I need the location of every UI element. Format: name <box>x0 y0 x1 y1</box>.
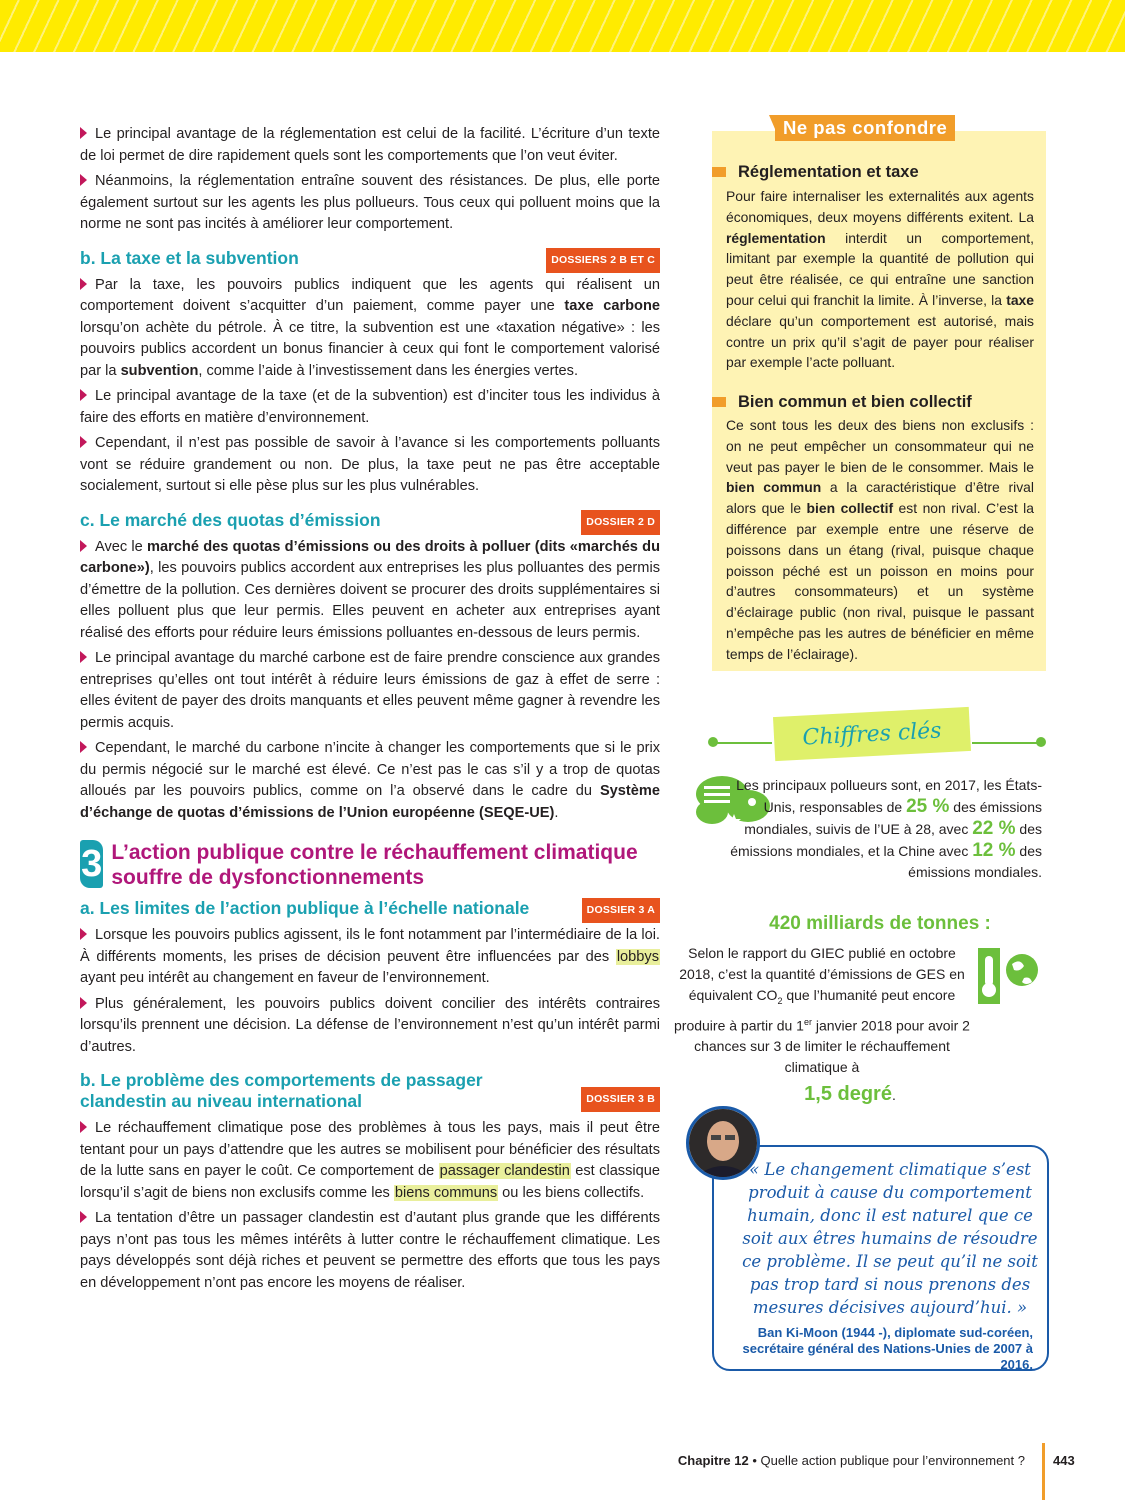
glossary-term[interactable]: biens communs <box>394 1184 498 1201</box>
paragraph: Cependant, le marché du carbone n’incite à changer les comportements que si le prix du permis négocié sur le marché est élevé. Ce n’est pas le cas s’il y a trop de quotas alloués par les pouvoirs publics, comme on l’a observé dans le cadre du Système d’échange de quotas d’émissions de l’Union européenne (SEQE-UE). <box>80 740 660 821</box>
box-heading: Réglementation et taxe <box>712 163 919 182</box>
paragraph: Le principal avantage de la réglementation est celui de la facilité. L’écriture d’un texte de loi permet de dire rapidement quels sont les comportements que l’on veut éviter. <box>80 126 660 164</box>
divider-dot <box>708 737 718 747</box>
quote-author: Ban Ki-Moon (1944 -), diplomate sud-coréen, secrétaire général des Nations-Unies de 2007 à 2016. <box>742 1325 1033 1372</box>
bullet-triangle-icon <box>80 1211 87 1223</box>
bullet-triangle-icon <box>80 389 87 401</box>
glossary-term[interactable]: lobbys <box>616 948 659 965</box>
square-bullet-icon <box>712 167 726 177</box>
page-footer: Chapitre 12 • Quelle action publique pour l’environnement ? <box>677 1453 1025 1468</box>
dossier-tag: DOSSIER 2 D <box>581 510 660 535</box>
subsection-heading: c. Le marché des quotas d’émission DOSSIER 2 D <box>80 510 660 531</box>
paragraph: Le principal avantage de la taxe (et de la subvention) est d’inciter tous les individus à faire des efforts en matière d’environnement. <box>80 388 660 426</box>
glossary-term[interactable]: passager clandestin <box>439 1163 570 1179</box>
paragraph: La tentation d’être un passager clandestin est d’autant plus grande que les différents pays n’ont pas tous les mêmes intérêts à lutter contre le réchauffement climatique. Les pays développés sont déjà riches et peuvent se permettre des efforts que tous les pays en développement n’ont pas encore les moyens de réaliser. <box>80 1210 660 1291</box>
section-title: L’action publique contre le réchauffement climatique souffre de dysfonctionnements <box>111 841 638 889</box>
bullet-triangle-icon <box>80 741 87 753</box>
paragraph: Par la taxe, les pouvoirs publics indiquent que les agents qui réalisent un comportement doivent s’acquitter d’un paiement, comme payer une taxe carbone lorsqu’on achète du pétrole. À ce titre, la subvention est une «taxation négative» : les pouvoirs publics accordent un bonus financier à ceux qui font le comportement valorisé par la subvention, comme l’aide à l’investissement dans les énergies vertes. <box>80 276 660 379</box>
square-bullet-icon <box>712 397 726 407</box>
bullet-triangle-icon <box>80 174 87 186</box>
quote-text: « Le changement climatique s’est produit à cause du comportement humain, donc il est naturel que ce soit aux êtres humains de résoudre ce problème. Il se peut qu’il ne soit pas trop tard si nous prenons des mesures décisives aujourd’hui. » <box>742 1160 1038 1317</box>
box-text: Pour faire internaliser les externalités aux agents économiques, deux moyens différents exitent. La réglementation interdit un comportement, limitant par exemple la quantité de pollution qui peut être réalisée, ce qui entraîne une sanction pour celui qui franchit la limite. À l’inverse, la taxe déclare qu’un comportement est autorisé, mais contre un prix qu’il s’agit de payer pour réaliser par exemple l’acte polluant. <box>726 188 1034 371</box>
main-column <box>80 124 660 1298</box>
bullet-triangle-icon <box>80 127 87 139</box>
key-figure-highlight: 1,5 degré. <box>804 1083 896 1105</box>
bullet-triangle-icon <box>80 1121 87 1133</box>
dossier-tag: DOSSIERS 2 B ET C <box>546 248 660 273</box>
key-figure-heading: 420 milliards de tonnes : <box>769 913 991 934</box>
divider-line <box>712 742 772 744</box>
subsection-heading: b. Le problème des comportements de passager clandestin au niveau international DOSSIER 3 B <box>80 1070 660 1112</box>
paragraph: Le principal avantage du marché carbone est de faire prendre conscience aux grandes entreprises qu’elles ont tout intérêt à réduire leurs émissions de gaz à effet de serre : elles évitent de payer des droits manquants et elles peuvent même gagner à revendre les permis acquis. <box>80 650 660 731</box>
divider-line <box>972 742 1042 744</box>
bullet-triangle-icon <box>80 540 87 552</box>
page-number: 443 <box>1053 1453 1075 1468</box>
paragraph: Plus généralement, les pouvoirs publics doivent concilier des intérêts contraires lorsqu’ils prennent une décision. La défense de l’environnement n’est qu’un intérêt parmi d’autres. <box>80 995 660 1055</box>
bullet-triangle-icon <box>80 278 87 290</box>
key-figure-text: Les principaux pollueurs sont, en 2017, les États-Unis, responsables de 25 % des émissions mondiales, suivis de l’UE à 28, avec 22 % des émissions mondiales, et la Chine avec 12 % des émissions mondiales. <box>730 777 1042 880</box>
section-heading <box>80 840 660 890</box>
bullet-triangle-icon <box>80 651 87 663</box>
bullet-triangle-icon <box>80 436 87 448</box>
divider-dot <box>1036 737 1046 747</box>
footer-bar <box>1042 1443 1045 1500</box>
bullet-triangle-icon <box>80 928 87 940</box>
thermometer-globe-icon <box>976 946 1040 1010</box>
paragraph: Le réchauffement climatique pose des problèmes à tous les pays, mais il peut être tentant pour un pays d’attendre que les autres se mobilisent pour bénéficier des résultats de la lutte sans en payer le coût. Ce comportement de passager clandestin est classique lorsqu’il s’agit de biens non exclusifs comme les biens communs ou les biens collectifs. <box>80 1120 660 1201</box>
top-decorative-band <box>0 0 1125 52</box>
box-tab-title: Ne pas confondre <box>775 115 955 141</box>
box-text: Ce sont tous les deux des biens non exclusifs : on ne peut empêcher un consommateur qui ne veut pas payer le bien de le consommer. Mais le bien commun a la caractéristique d’être rival alors que le bien collectif est non rival. C’est la différence par exemple entre une réserve de poissons dans un étang (rival, puisque chaque poisson péché est un poisson en moins pour d’autres consommateurs) et un système d’éclairage public (non rival, puisque le passant n’empêche pas les autres de bénéficier en même temps de l’éclairage). <box>726 417 1034 662</box>
paragraph: Cependant, il n’est pas possible de savoir à l’avance si les comportements polluants vont se réduire grandement ou non. De plus, la taxe peut ne pas être acceptable socialement, surtout si elle pèse plus sur les plus vulnérables. <box>80 435 660 494</box>
subsection-heading: a. Les limites de l’action publique à l’échelle nationale DOSSIER 3 A <box>80 898 660 919</box>
subsection-heading: b. La taxe et la subvention DOSSIERS 2 B ET C <box>80 248 660 269</box>
box-heading: Bien commun et bien collectif <box>712 393 972 412</box>
paragraph: Lorsque les pouvoirs publics agissent, ils le font notamment par l’intermédiaire de la loi. À différents moments, les prises de décision peuvent être influencées par des lobbys ayant peu intérêt au changement en faveur de l’environnement. <box>80 927 660 986</box>
paragraph: Néanmoins, la réglementation entraîne souvent des résistances. De plus, elle porte également surtout sur les agents les plus pollueurs. Tous ceux qui polluent moins que la norme ne sont pas incités à améliorer leur comportement. <box>80 173 660 232</box>
key-figures-title: Chiffres clés <box>773 707 971 761</box>
key-figure-text: Selon le rapport du GIEC publié en octobre 2018, c’est la quantité d’émissions de GES en équivalent $CO_2$ que l’humanité peut encore produire à partir du 1er janvier 2018 pour avoir 2 chances sur 3 de limiter le réchauffement climatique à <box>674 945 970 1076</box>
paragraph: Avec le marché des quotas d’émissions ou des droits à polluer (dits «marchés du carbone»), les pouvoirs publics accordent aux entreprises les plus polluantes des permis d’émettre de la pollution. Ces dernières doivent se procurer des droits supplémentaires si elles polluent plus que leur permis. Elles peuvent en acheter aux entreprises ayant réalisé des efforts pour réduire leurs émissions polluantes en-dessous de leurs permis. <box>80 538 660 641</box>
dossier-tag: DOSSIER 3 A <box>582 898 660 923</box>
section-number: 3 <box>80 840 103 888</box>
bullet-triangle-icon <box>80 997 87 1009</box>
dossier-tag: DOSSIER 3 B <box>581 1087 660 1112</box>
